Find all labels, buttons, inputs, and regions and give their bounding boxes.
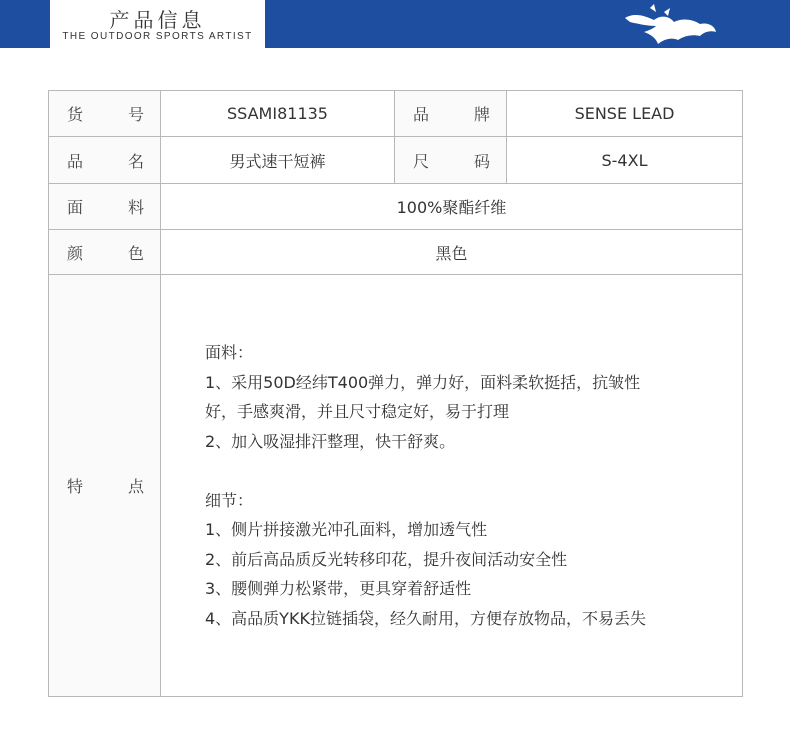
detail-item: 4、高品质YKK拉链插袋，经久耐用，方便存放物品，不易丢失 <box>205 608 646 628</box>
fabric-item: 2、加入吸湿排汗整理，快干舒爽。 <box>205 431 456 451</box>
label-fabric: 面 料 <box>49 184 161 230</box>
value-brand: SENSE LEAD <box>507 91 743 137</box>
table-row <box>49 91 743 137</box>
value-fabric: 100%聚酯纤维 <box>161 184 743 230</box>
label-features: 特 点 <box>49 275 161 697</box>
page-title: 产品信息 <box>109 8 206 32</box>
detail-item: 1、侧片拼接激光冲孔面料，增加透气性 <box>205 520 488 539</box>
fabric-item: 1、采用50D经纬T400弹力，弹力好，面料柔软挺括，抗皱性 <box>205 372 641 392</box>
value-item-no: SSAMI81135 <box>161 91 395 137</box>
value-product-name: 男式速干短裤 <box>161 137 395 184</box>
table-row <box>49 137 743 184</box>
label-size: 尺 码 <box>395 137 507 184</box>
page-subtitle: THE OUTDOOR SPORTS ARTIST <box>62 31 253 42</box>
label-brand: 品 牌 <box>395 91 507 137</box>
table-row <box>49 230 743 275</box>
fabric-title: 面料： <box>205 343 254 362</box>
dragon-logo-icon <box>620 2 720 46</box>
detail-title: 细节： <box>205 490 254 510</box>
title-box <box>50 0 265 48</box>
label-color: 颜 色 <box>49 230 161 275</box>
value-color: 黑色 <box>161 230 743 275</box>
product-info-table <box>48 90 743 697</box>
table-row <box>49 184 743 230</box>
label-product-name: 品 名 <box>49 137 161 184</box>
label-item-no: 货 号 <box>49 91 161 137</box>
fabric-item: 好，手感爽滑，并且尺寸稳定好，易于打理 <box>205 402 510 421</box>
value-size: S-4XL <box>507 137 743 184</box>
table-row <box>49 275 743 697</box>
detail-item: 2、前后高品质反光转移印花，提升夜间活动安全性 <box>205 549 568 569</box>
detail-item: 3、腰侧弹力松紧带，更具穿着舒适性 <box>205 579 472 598</box>
features-description <box>161 275 743 697</box>
